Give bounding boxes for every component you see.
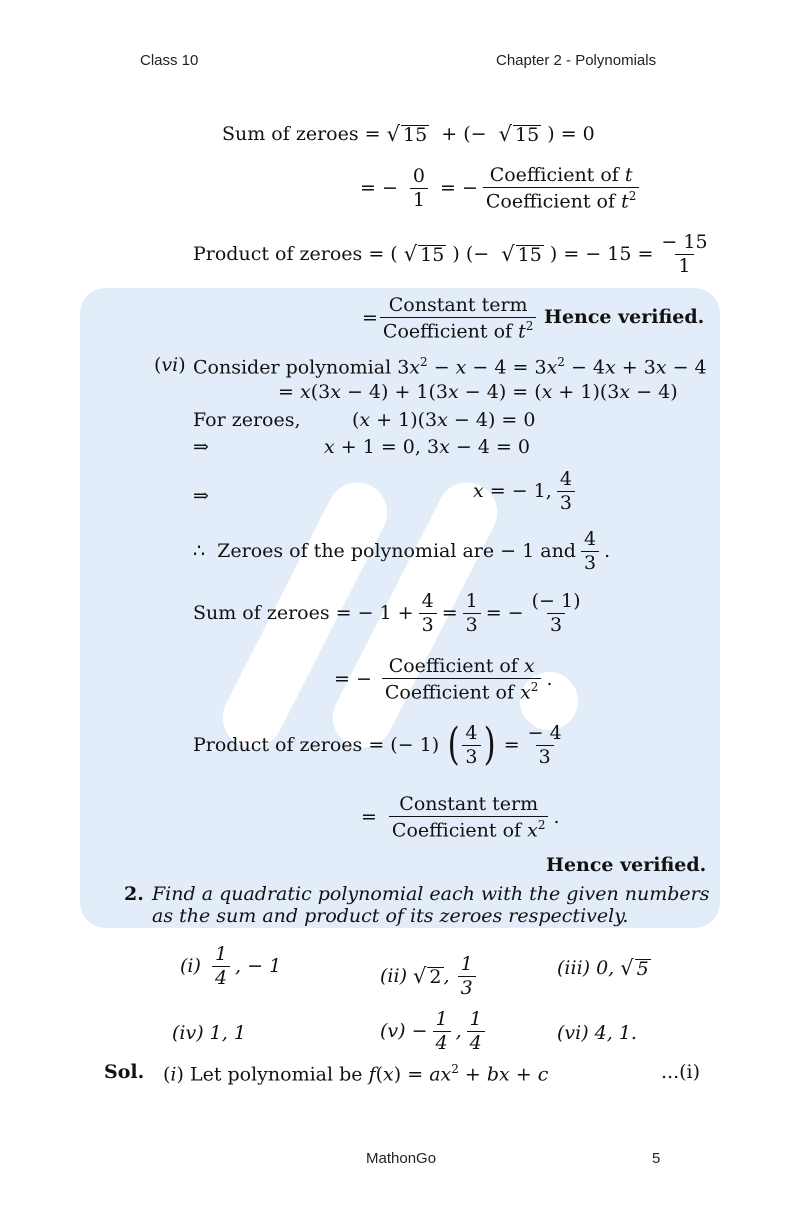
footer-brand: MathonGo (366, 1150, 437, 1167)
option-vi: (vi) 4, 1. (557, 1022, 637, 1044)
vi-product-label: Product of zeroes (193, 733, 363, 756)
vi-sum-label: Sum of zeroes (193, 602, 330, 624)
v-sum-label: Sum of zeroes (222, 123, 359, 145)
v-coeff-t-num: Coefficient of (489, 164, 619, 186)
vi-label: (vi) (154, 354, 186, 376)
therefore-symbol: ∴ (193, 540, 218, 562)
option-iii: (iii) 0, √ 5 (557, 956, 649, 980)
vi-zeroes-sentence: ∴ Zeroes of the polynomial are − 1 and 4 3 . (193, 528, 611, 574)
vi-constant-line: = Constant term Coefficient of $x^2$ . (361, 793, 560, 842)
sol-label: Sol. (104, 1061, 145, 1083)
option-i: (i) 1 4 , − 1 (180, 943, 282, 989)
vi-product-line: Product of zeroes = (− 1) ( 4 3 ) = $\frac{- 4}{3}$ (193, 719, 562, 770)
v-constant-term: Constant term (388, 294, 528, 316)
v-constant-line: = Constant term Coefficient of $t^2$ (362, 296, 541, 341)
v-sum-rhs: = 0 (560, 123, 595, 145)
vi-consider: Consider polynomial (193, 356, 392, 379)
sol-text: Let polynomial be (189, 1063, 363, 1086)
q2-text-line2: as the sum and product of its zeroes respectively. (152, 905, 629, 927)
sol-ref: ...(i) (661, 1061, 701, 1083)
v-sum-line: Sum of zeroes = √ 15 + (− √ 15 ) = 0 (222, 122, 595, 146)
option-iv: (iv) 1, 1 (172, 1022, 246, 1044)
v-product-label: Product of zeroes (193, 243, 363, 265)
vi-roots-line: x = − 1, 4 3 (473, 470, 580, 513)
vi-sum-coeff-line: = − Coefficient of x Coefficient of $x^2$ . (334, 655, 553, 704)
option-v: (v) − $\frac{1}{4}$ , 1 4 (380, 1010, 490, 1053)
v-coeff-t-den2: Coefficient of (382, 320, 513, 343)
sol-line: (i) Let polynomial be $f(x) = ax^2$ + bx + c (163, 1062, 549, 1086)
page-number: 5 (652, 1150, 661, 1167)
vi-zeroes-text: Zeroes of the polynomial are − 1 and (217, 540, 576, 562)
vi-for-zeroes: For zeroes, (193, 409, 301, 431)
vi-zero-eq: (x + 1)(3x − 4) = 0 (352, 409, 536, 431)
header-class: Class 10 (140, 52, 199, 69)
v-product-mid: = − 15 = (563, 243, 654, 265)
vi-factor-zero: x + 1 = 0, 3x − 4 = 0 (324, 436, 530, 458)
vi-sum-line: Sum of zeroes = − 1 + $\frac{4}{3}$ = $\frac{1}{3}$ = − $\frac{(- 1)}{3}$ (193, 590, 581, 636)
v-sum-fraction-line: = − $\frac{0}{1}$ = − Coefficient of t Coefficient of $t^2$ (360, 166, 644, 211)
q2-number: 2. (124, 883, 144, 905)
implies-arrow-2: ⇒ (193, 485, 209, 507)
v-coeff-t-den: Coefficient of (485, 190, 616, 213)
implies-arrow-1: ⇒ (193, 436, 209, 458)
header-chapter: Chapter 2 - Polynomials (496, 52, 657, 69)
v-product-line: Product of zeroes = ( √ 15 ) (− √ 15 ) = − 15 = $\frac{- 15}{1}$ (193, 231, 708, 277)
vi-factor-line: = x(3x − 4) + 1(3x − 4) = (x + 1)(3x − 4) (278, 381, 678, 403)
vi-verified: Hence verified. (546, 854, 707, 876)
option-ii: (ii) √ 2 , 1 3 (380, 955, 481, 998)
v-verified: Hence verified. (544, 306, 705, 328)
q2-text-line1: Find a quadratic polynomial each with the given numbers (152, 883, 710, 905)
vi-consider-line: Consider polynomial $3x^2 - x - 4 = 3x^2 - 4x + 3x - 4$ (193, 355, 707, 379)
